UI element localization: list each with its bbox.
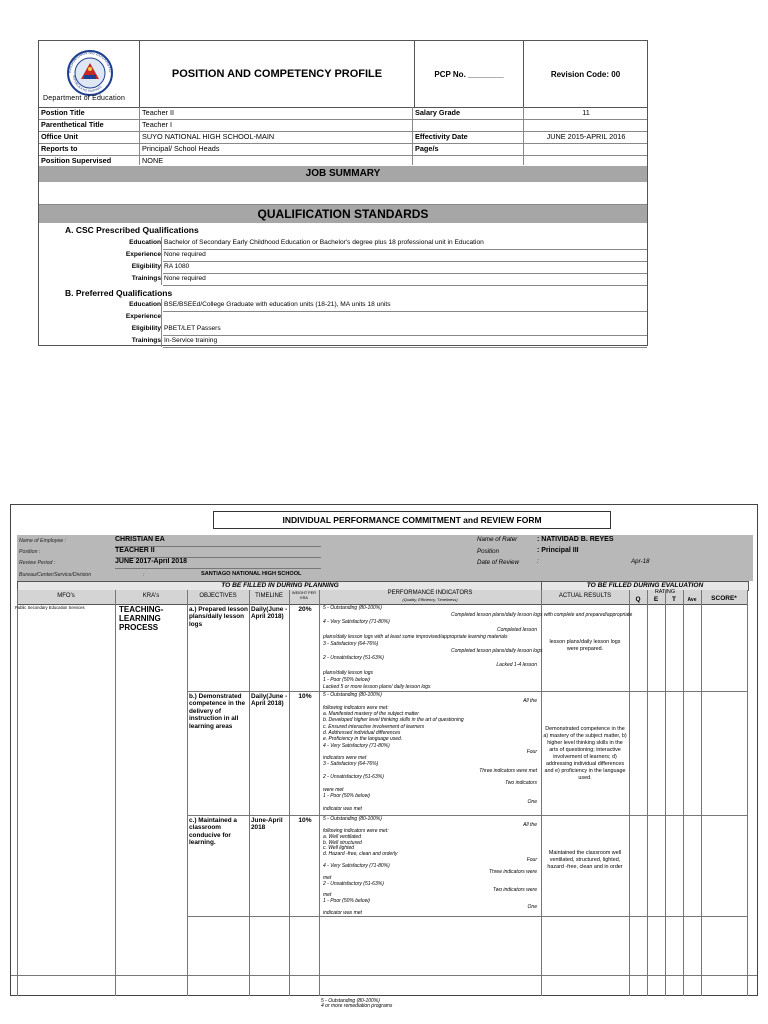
col-score: SCORE* xyxy=(711,595,737,602)
qualification-label: Experience xyxy=(125,313,161,320)
info-label: Position Supervised xyxy=(41,156,112,165)
performance-indicator-line: 2 - Unsatisfactory (51-63%) xyxy=(323,881,384,887)
grid-column-line xyxy=(319,590,320,996)
review-period-value: JUNE 2017-April 2018 xyxy=(115,558,187,565)
qualification-label: Eligibility xyxy=(131,325,161,332)
qualification-label: Trainings xyxy=(131,275,161,282)
info-value-secondary: JUNE 2015-APRIL 2016 xyxy=(546,132,626,141)
performance-indicator-line: 3 - Satisfactory (64-76%) xyxy=(323,761,379,767)
grid-bottom-line xyxy=(11,975,757,976)
review-period-label: Review Period : xyxy=(19,560,56,566)
qualification-value: None required xyxy=(163,273,647,286)
bureau-value: SANTIAGO NATIONAL HIGH SCHOOL xyxy=(201,571,302,577)
info-divider-2 xyxy=(412,107,413,165)
ipcr-form xyxy=(10,504,758,1009)
performance-indicator-line: 5 - Outstanding (80-100%) xyxy=(323,692,382,698)
seal-subtext: REPUBLIKA NG PILIPINAS xyxy=(71,74,103,94)
grid-column-line xyxy=(683,590,684,996)
employee-position-value: TEACHER II xyxy=(115,547,155,554)
performance-indicator-line: 1 - Poor (50% below) xyxy=(323,793,370,799)
performance-indicator-line: Four xyxy=(526,749,537,755)
qualification-label: Eligibility xyxy=(131,263,161,270)
department-label: Department of Education xyxy=(43,95,126,102)
performance-indicator-line: plans/daily lesson logs with at least some improvised/appropriate learning materials xyxy=(323,634,508,640)
performance-indicator-line: Completed lesson plans/daily lesson logs xyxy=(451,648,543,654)
pcp-header xyxy=(39,41,647,108)
grid-column-line xyxy=(289,590,290,996)
performance-indicator-line: d. Hazard -free, clean and orderly xyxy=(323,851,398,857)
info-value: Teacher II xyxy=(142,108,175,117)
performance-indicator-line: 4 - Very Satisfactory (71-80%) xyxy=(323,619,390,625)
performance-indicator-line: 3 - Satisfactory (64-76%) xyxy=(323,641,379,647)
qualification-row xyxy=(39,249,647,261)
info-value: Principal/ School Heads xyxy=(142,144,220,153)
grid-column-line xyxy=(701,590,702,996)
rater-position-value: : Principal III xyxy=(537,547,579,554)
grid-row-line xyxy=(187,691,747,692)
qualification-value: PBET/LET Passers xyxy=(163,323,647,336)
ipcr-title: INDIVIDUAL PERFORMANCE COMMITMENT and REVIEW FORM xyxy=(213,511,611,529)
preferred-qualifications-title: B. Preferred Qualifications xyxy=(65,288,173,298)
qualification-value: RA 1080 xyxy=(163,261,647,274)
job-summary-body xyxy=(39,182,647,205)
weight-text: 10% xyxy=(298,817,312,824)
qualification-value: None required xyxy=(163,249,647,262)
bureau-colon: : xyxy=(143,572,145,578)
performance-indicator-line: 4 - Very Satisfactory (71-80%) xyxy=(323,743,390,749)
col-performance-indicators-sub: (Quality, Efficiency, Timeliness) xyxy=(402,597,458,602)
pcp-title: POSITION AND COMPETENCY PROFILE xyxy=(140,41,415,107)
objective-text: c.) Maintained a classroom conducive for learning. xyxy=(189,817,237,847)
timeline-text: Daily(June -April 2018) xyxy=(251,693,288,708)
info-value-secondary: 11 xyxy=(582,108,590,117)
performance-indicator-line: met xyxy=(323,875,332,881)
performance-indicator-line: Completed lesson xyxy=(496,627,537,633)
performance-indicator-line: c. Well lighted xyxy=(323,845,355,851)
performance-indicator-line: e. Proficiency in the language used. xyxy=(323,736,403,742)
pcp-info-row xyxy=(39,107,647,120)
grid-row-line xyxy=(187,916,747,917)
rater-position-label: Position xyxy=(477,548,500,555)
performance-indicator-line: 5 - Outstanding (80-100%) xyxy=(323,816,382,822)
performance-indicator-line: 2 - Unsatisfactory (51-63%) xyxy=(323,774,384,780)
qualification-row xyxy=(39,273,647,285)
performance-indicator-line: b. Developed higher level thinking skills in the art of questioning xyxy=(323,717,464,723)
qualification-label: Experience xyxy=(125,251,161,258)
pcp-info-row xyxy=(39,143,647,156)
performance-indicator-line: Four xyxy=(526,857,537,863)
pcp-number: PCP No. ________ xyxy=(415,41,524,107)
csc-qualifications-title: A. CSC Prescribed Qualifications xyxy=(65,225,199,235)
employee-position-label: Position : xyxy=(19,549,41,555)
performance-indicator-line: c. Ensured interactive involvement of learners xyxy=(323,724,425,730)
qualification-value: BSE/BSEEd/College Graduate with education units (18-21), MA units 18 units xyxy=(163,299,647,312)
col-e: E xyxy=(653,596,659,603)
pcp-info-row xyxy=(39,119,647,132)
employee-name-label: Name of Employee : xyxy=(19,538,66,544)
qualification-value: In-Service training xyxy=(163,335,647,348)
emp-underline-3 xyxy=(115,568,321,569)
col-weight: WEIGHT PER KRA xyxy=(292,591,316,600)
grid-column-line xyxy=(249,590,250,996)
qualification-label: Trainings xyxy=(131,337,161,344)
info-value: Teacher I xyxy=(142,120,173,129)
performance-indicator-line: b. Well structured xyxy=(323,840,362,846)
deped-seal-icon xyxy=(51,49,129,97)
qualification-row xyxy=(39,323,647,335)
qualification-standards-heading: QUALIFICATION STANDARDS xyxy=(39,205,647,223)
info-label-secondary: Page/s xyxy=(415,144,439,153)
grid-column-line xyxy=(17,590,18,996)
performance-indicator-line: Three indicators were xyxy=(488,869,537,875)
performance-indicator-line: 1 - Poor (50% below) xyxy=(323,677,370,683)
info-divider-3 xyxy=(523,107,524,165)
qualification-row xyxy=(39,335,647,347)
performance-indicator-line: Two indicators xyxy=(505,780,537,786)
rater-label: Name of Rater xyxy=(477,536,518,543)
bureau-label: Bureau/Center/Service/Division xyxy=(19,572,92,578)
col-ave: Ave xyxy=(687,597,697,603)
review-date-value: Apr-18 xyxy=(631,558,650,565)
qualification-row xyxy=(39,311,647,323)
performance-indicator-line: Lacked 5 or more lesson plans/ daily lesson logs xyxy=(323,684,431,690)
timeline-text: Daily(June -April 2018) xyxy=(251,606,288,621)
overflow-fragment-1: 5 - Outstanding (80-100%) xyxy=(321,998,380,1004)
qualification-divider xyxy=(161,323,162,335)
qualification-label: Education xyxy=(129,301,161,308)
info-value: NONE xyxy=(142,156,164,165)
info-divider-1 xyxy=(139,107,140,165)
performance-indicator-line: d. Addressed individual differences xyxy=(323,730,401,736)
grid-column-line xyxy=(187,590,188,996)
performance-indicator-line: were met xyxy=(323,787,344,793)
performance-indicator-line: indicators were met xyxy=(323,755,367,761)
job-summary-heading: JOB SUMMARY xyxy=(39,166,647,182)
qualification-divider xyxy=(161,249,162,261)
review-date-colon: : xyxy=(537,558,539,565)
qualification-row xyxy=(39,299,647,311)
info-label-secondary: Salary Grade xyxy=(415,108,461,117)
qualification-divider xyxy=(161,273,162,285)
weight-text: 20% xyxy=(298,606,312,613)
objective-text: b.) Demonstrated competence in the delivery of instruction in all learning areas xyxy=(189,693,246,730)
revision-code: Revision Code: 00 xyxy=(550,69,621,79)
performance-indicator-line: indicator was met xyxy=(323,910,362,916)
performance-indicator-line: Lacked 1-4 lesson xyxy=(496,662,537,668)
qualification-divider xyxy=(161,237,162,249)
deped-logo-cell xyxy=(39,41,140,107)
performance-indicator-line: 4 - Very Satisfactory (71-80%) xyxy=(323,863,390,869)
info-label: Office Unit xyxy=(41,132,78,141)
qualification-row xyxy=(39,261,647,273)
emp-underline-2 xyxy=(115,557,321,558)
seal-text: KAGAWARAN NG EDUKASYO xyxy=(66,49,114,74)
timeline-text: June-April 2018 xyxy=(251,817,283,832)
evaluation-header: TO BE FILLED DURING EVALUATION xyxy=(541,581,749,591)
grid-row-line xyxy=(187,815,747,816)
qualification-divider xyxy=(161,261,162,273)
performance-indicator-line: 5 - Outstanding (80-100%) xyxy=(323,605,382,611)
overflow-fragment-2: 4 or more remediation programs xyxy=(321,1003,393,1009)
grid-column-line xyxy=(629,590,630,996)
grid-column-line xyxy=(747,590,748,996)
info-label-secondary: Effectivity Date xyxy=(415,132,468,141)
actual-result-text: Demonstrated competence in the a) mastery of the subject matter, b) higher level thinking skills in the arts of questioning; interactive involvement of learners; d) addressing individual differences and e) proficiency in the language used. xyxy=(543,726,627,781)
qualification-divider xyxy=(161,335,162,347)
info-label: Reports to xyxy=(41,144,78,153)
performance-indicator-line: met xyxy=(323,892,332,898)
qualification-divider xyxy=(161,311,162,323)
actual-result-text: lesson plans/daily lesson logs were prepared. xyxy=(549,639,621,652)
col-objectives: OBJECTIVES xyxy=(199,593,237,599)
info-label: Parenthetical Title xyxy=(41,120,104,129)
performance-indicator-line: All the xyxy=(523,822,537,828)
rater-value: : NATIVIDAD B. REYES xyxy=(537,536,614,543)
performance-indicator-line: Two indicators were xyxy=(492,887,537,893)
kra-value: TEACHING-LEARNING PROCESS xyxy=(119,605,164,632)
performance-indicator-line: One xyxy=(527,904,537,910)
col-mfo: MFO's xyxy=(57,593,75,599)
col-rating: RATING xyxy=(654,589,676,595)
info-label: Postion Title xyxy=(41,108,85,117)
grid-column-line xyxy=(115,590,116,996)
col-t: T xyxy=(672,596,676,603)
weight-text: 10% xyxy=(298,693,312,700)
performance-indicator-line: indicator was met xyxy=(323,806,362,812)
position-competency-profile xyxy=(38,40,648,346)
performance-indicator-line: 1 - Poor (50% below) xyxy=(323,898,370,904)
performance-indicator-line: a. Well ventilated xyxy=(323,834,361,840)
performance-indicator-line: All the xyxy=(523,698,537,704)
qualification-divider xyxy=(161,299,162,311)
performance-indicator-line: a. Manifested mastery of the subject matter xyxy=(323,711,419,717)
col-q: Q xyxy=(635,596,641,603)
employee-name-value: CHRISTIAN EA xyxy=(115,536,165,543)
grid-column-line xyxy=(647,590,648,996)
mfo-value: Public Secondary Education Services xyxy=(15,605,85,610)
grid-column-line xyxy=(665,590,666,996)
objective-text: a.) Prepared lesson plans/daily lesson logs xyxy=(189,606,248,628)
performance-indicator-line: Three indicators were met xyxy=(479,768,537,774)
planning-header: TO BE FILLED IN DURING PLANNING xyxy=(17,581,543,591)
qualification-row xyxy=(39,237,647,249)
col-performance-indicators: PERFORMANCE INDICATORS xyxy=(387,590,473,596)
actual-result-text: Maintained the classroom well ventilated, structured, lighted, hazard -free, clean and in order xyxy=(547,850,623,870)
performance-indicator-line: following indicators were met: xyxy=(323,828,389,834)
performance-indicator-line: One xyxy=(527,799,537,805)
qualification-value: Bachelor of Secondary Early Childhood Education or Bachelor's degree plus 18 professional unit in Education xyxy=(163,237,647,250)
pcp-info-row xyxy=(39,131,647,144)
info-value: SUYO NATIONAL HIGH SCHOOL-MAIN xyxy=(142,132,275,141)
review-date-label: Date of Review xyxy=(477,559,519,566)
performance-indicator-line: following indicators were met: xyxy=(323,705,389,711)
performance-indicator-line: Completed lesson plans/daily lesson logs with complete and prepared/appropriate xyxy=(451,612,633,618)
emp-underline-1 xyxy=(115,546,321,547)
performance-indicator-line: 2 - Unsatisfactory (51-63%) xyxy=(323,655,384,661)
col-actual-results: ACTUAL RESULTS xyxy=(558,593,612,599)
qualification-label: Education xyxy=(129,239,161,246)
col-timeline: TIMELINE xyxy=(255,593,283,599)
performance-indicator-line: plans/daily lesson logs xyxy=(323,670,374,676)
col-kra: KRA's xyxy=(142,593,160,599)
qualification-value xyxy=(163,311,647,312)
